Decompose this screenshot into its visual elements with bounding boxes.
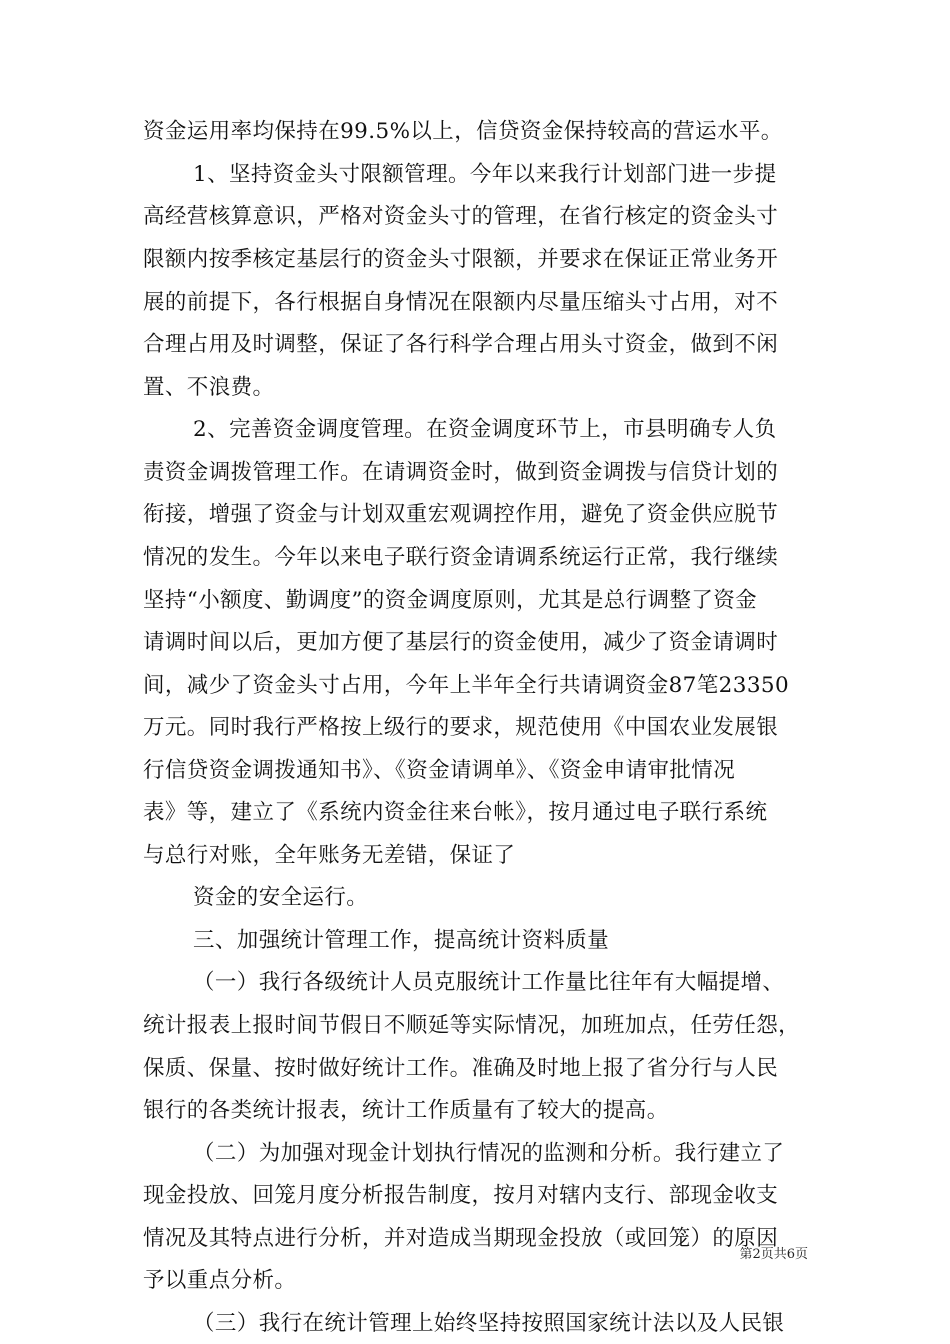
body-text-line: 资金运用率均保持在99.5%以上，信贷资金保持较高的营运水平。 xyxy=(143,119,783,144)
body-text-line: 坚持“小额度、勤调度”的资金调度原则，尤其是总行调整了资金 xyxy=(143,588,758,613)
body-text-line: 限额内按季核定基层行的资金头寸限额，并要求在保证正常业务开 xyxy=(143,247,779,272)
body-text-line: 展的前提下，各行根据自身情况在限额内尽量压缩头寸占用，对不 xyxy=(143,290,779,315)
body-text-line: 现金投放、回笼月度分析报告制度，按月对辖内支行、部现金收支 xyxy=(143,1183,779,1208)
body-text-line: 银行的各类统计报表，统计工作质量有了较大的提高。 xyxy=(143,1098,669,1123)
body-text-line: 衔接，增强了资金与计划双重宏观调控作用，避免了资金供应脱节 xyxy=(143,502,779,527)
page-number: 第2页共6页 xyxy=(739,1247,808,1262)
body-text-line: （一）我行各级统计人员克服统计工作量比往年有大幅提增、 xyxy=(193,970,785,995)
body-text-line: 予以重点分析。 xyxy=(143,1268,297,1293)
body-text-line: 置、不浪费。 xyxy=(143,375,275,400)
body-text-line: 与总行对账，全年账务无差错，保证了 xyxy=(143,843,516,868)
body-text-line: 合理占用及时调整，保证了各行科学合理占用头寸资金，做到不闲 xyxy=(143,332,779,357)
body-text-line: 高经营核算意识，严格对资金头寸的管理，在省行核定的资金头寸 xyxy=(143,204,779,229)
body-text-line: 表》等，建立了《系统内资金往来台帐》，按月通过电子联行系统 xyxy=(143,800,768,825)
body-text-line: 间，减少了资金头寸占用，今年上半年全行共请调资金87笔23350 xyxy=(143,673,790,698)
body-text-line: 资金的安全运行。 xyxy=(193,885,369,910)
body-text-line: 保质、保量、按时做好统计工作。准确及时地上报了省分行与人民 xyxy=(143,1056,779,1081)
body-text-line: （二）为加强对现金计划执行情况的监测和分析。我行建立了 xyxy=(193,1141,785,1166)
body-text-line: 情况的发生。今年以来电子联行资金请调系统运行正常，我行继续 xyxy=(143,545,779,570)
body-text-line: 1、坚持资金头寸限额管理。今年以来我行计划部门进一步提 xyxy=(193,162,777,187)
body-text-line: 请调时间以后，更加方便了基层行的资金使用，减少了资金请调时 xyxy=(143,630,779,655)
body-text-line: 2、完善资金调度管理。在资金调度环节上，市县明确专人负 xyxy=(193,417,777,442)
body-text-line: 万元。同时我行严格按上级行的要求，规范使用《中国农业发展银 xyxy=(143,715,779,740)
body-text-line: 统计报表上报时间节假日不顺延等实际情况，加班加点，任劳任怨， xyxy=(143,1013,801,1038)
body-text-line: 行信贷资金调拨通知书》、《资金请调单》、《资金申请审批情况 xyxy=(143,758,736,783)
body-text-line: 情况及其特点进行分析，并对造成当期现金投放（或回笼）的原因 xyxy=(143,1226,779,1251)
body-text-line: （三）我行在统计管理上始终坚持按照国家统计法以及人民银 xyxy=(193,1311,785,1336)
section-heading: 三、加强统计管理工作，提高统计资料质量 xyxy=(193,928,610,953)
body-text-line: 责资金调拨管理工作。在请调资金时，做到资金调拨与信贷计划的 xyxy=(143,460,779,485)
